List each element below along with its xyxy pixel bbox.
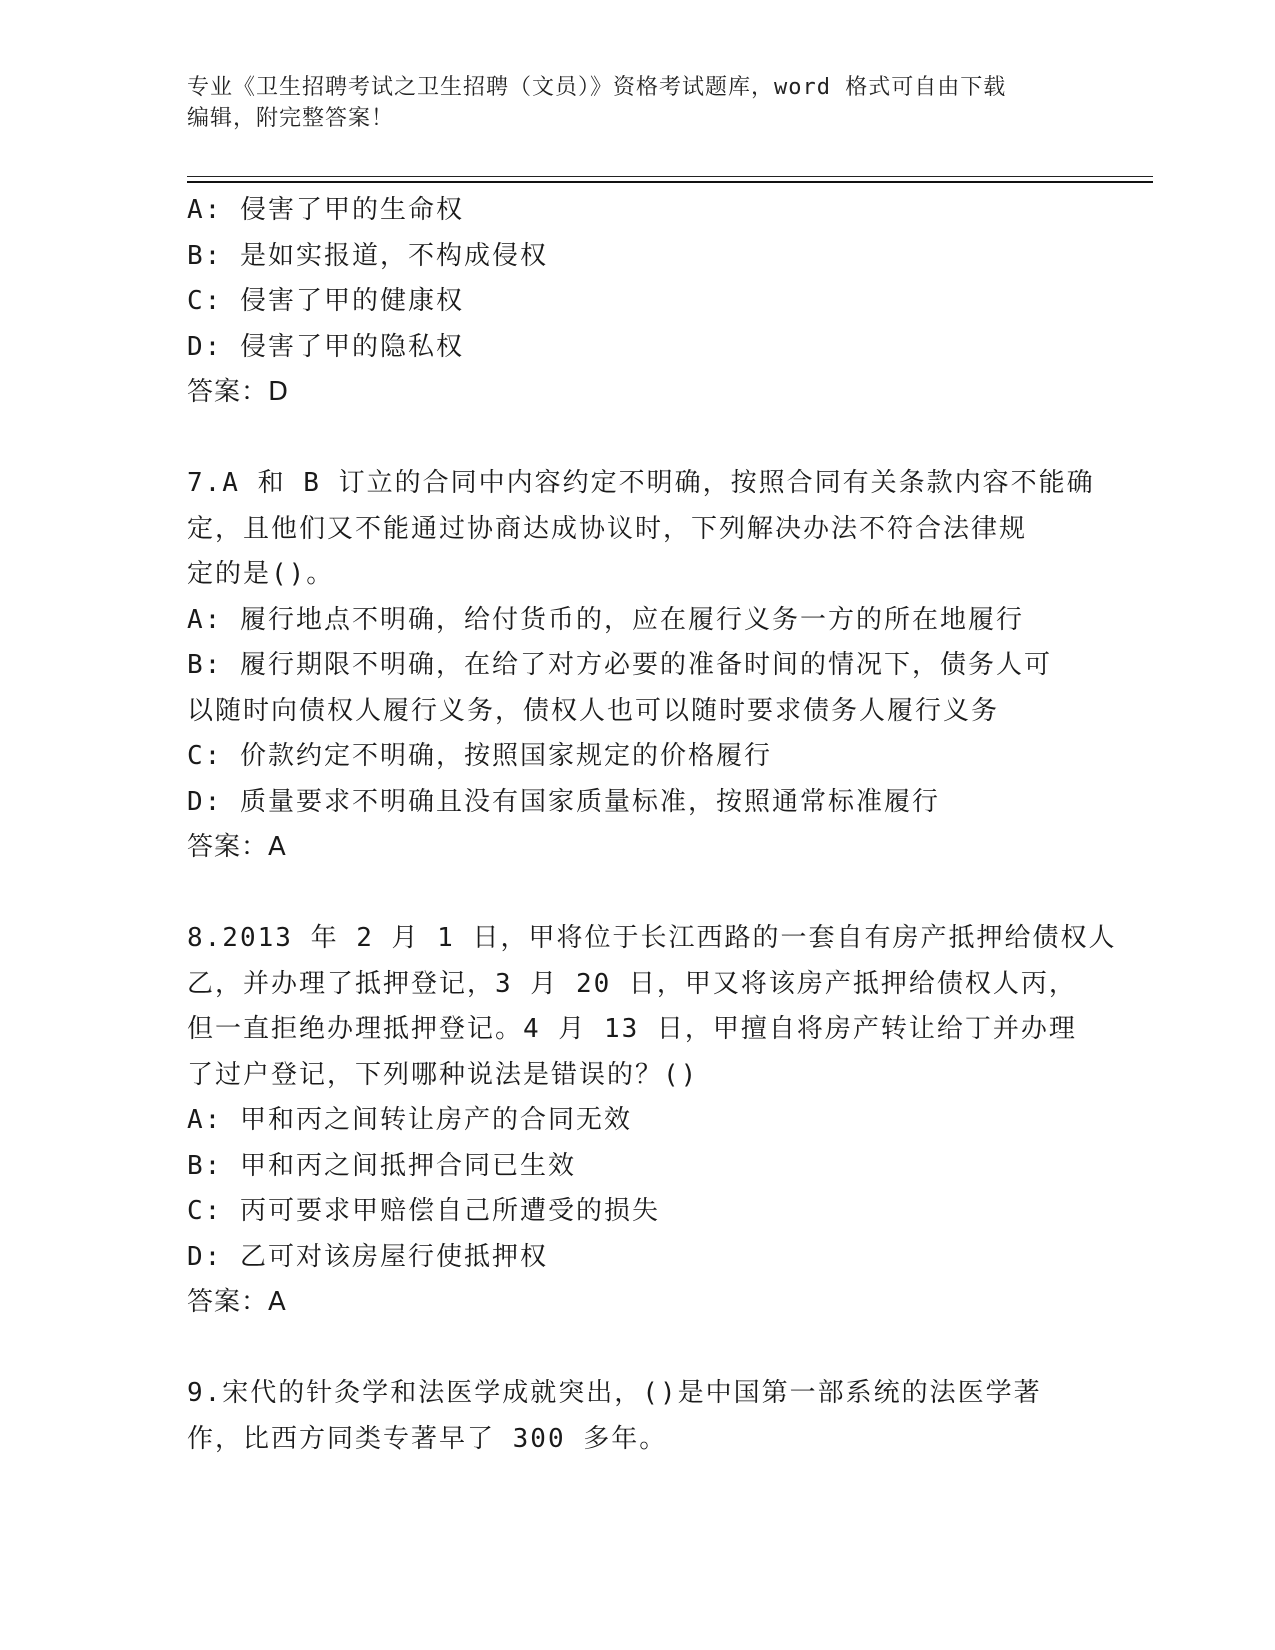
option-c: C: 价款约定不明确，按照国家规定的价格履行 <box>187 741 772 771</box>
document-header <box>187 72 1087 134</box>
header-divider-thick <box>187 181 1153 183</box>
option-b: B: 履行期限不明确，在给了对方必要的准备时间的情况下，债务人可 <box>187 650 1052 680</box>
question-stem-line: 定的是()。 <box>187 559 335 589</box>
question-9 <box>187 1371 1087 1462</box>
spacer <box>187 416 1087 462</box>
question-list <box>187 188 1117 1462</box>
spacer <box>187 1326 1087 1372</box>
option-a: A: 履行地点不明确，给付货币的，应在履行义务一方的所在地履行 <box>187 604 1024 635</box>
header-line-1: 专业《卫生招聘考试之卫生招聘（文员）》资格考试题库，word 格式可自由下载 <box>187 75 1007 100</box>
option-b: B: 甲和丙之间抵押合同已生效 <box>187 1150 576 1181</box>
header-divider-thin <box>187 176 1153 177</box>
option-c: C: 丙可要求甲赔偿自己所遭受的损失 <box>187 1196 660 1226</box>
question-stem-line: 乙，并办理了抵押登记，3 月 20 日，甲又将该房产抵押给债权人丙， <box>187 968 1077 999</box>
option-d: D: 质量要求不明确且没有国家质量标准，按照通常标准履行 <box>187 786 940 817</box>
question-8 <box>187 916 1117 1326</box>
question-7 <box>187 461 1095 871</box>
question-stem-line: 但一直拒绝办理抵押登记。4 月 13 日，甲擅自将房产转让给丁并办理 <box>187 1014 1077 1044</box>
spacer <box>187 871 1087 917</box>
option-d: D: 侵害了甲的隐私权 <box>187 331 464 362</box>
answer: 答案：A <box>187 832 287 862</box>
question-stem-line: 9.宋代的针灸学和法医学成就突出，()是中国第一部系统的法医学著 <box>187 1378 1042 1408</box>
option-b-continued: 以随时向债权人履行义务，债权人也可以随时要求债务人履行义务 <box>187 695 1000 726</box>
answer: 答案：D <box>187 377 290 407</box>
option-b: B: 是如实报道，不构成侵权 <box>187 240 548 271</box>
option-d: D: 乙可对该房屋行使抵押权 <box>187 1241 548 1272</box>
question-stem-line: 7.A 和 B 订立的合同中内容约定不明确，按照合同有关条款内容不能确 <box>187 468 1095 498</box>
option-c: C: 侵害了甲的健康权 <box>187 286 464 316</box>
question-6 <box>187 188 1087 416</box>
option-a: A: 甲和丙之间转让房产的合同无效 <box>187 1105 632 1135</box>
question-stem-line: 定，且他们又不能通过协商达成协议时，下列解决办法不符合法律规 <box>187 513 1028 544</box>
question-stem-line: 8.2013 年 2 月 1 日，甲将位于长江西路的一套自有房产抵押给债权人 <box>187 923 1117 953</box>
option-a: A: 侵害了甲的生命权 <box>187 195 464 225</box>
answer: 答案：A <box>187 1287 287 1317</box>
question-stem-line: 了过户登记，下列哪种说法是错误的？() <box>187 1059 699 1090</box>
header-line-2: 编辑，附完整答案！ <box>187 106 395 131</box>
question-stem-line: 作，比西方同类专著早了 300 多年。 <box>187 1423 668 1454</box>
